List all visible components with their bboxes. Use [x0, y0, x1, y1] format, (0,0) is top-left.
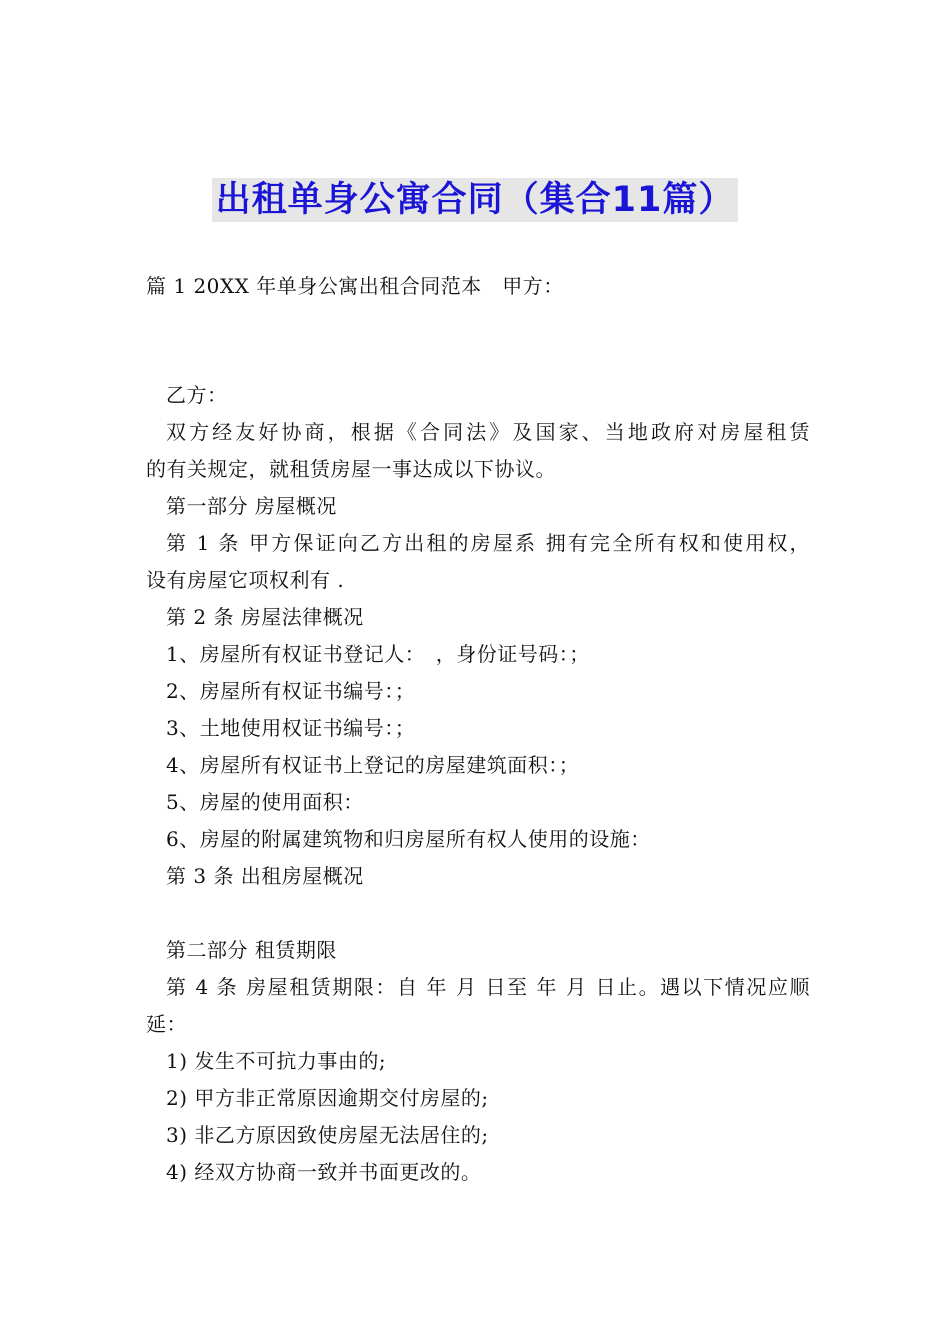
- contract-body: [146, 377, 810, 1191]
- article-4-line-2: 延：: [146, 1012, 187, 1036]
- article-1-line-1: 第 1 条 甲方保证向乙方出租的房屋系 拥有完全所有权和使用权，: [166, 531, 810, 555]
- condition-item: 4) 经双方协商一致并书面更改的。: [166, 1160, 482, 1184]
- intro-line-2: 的有关规定，就租赁房屋一事达成以下协议。: [146, 457, 556, 481]
- party-b-line: 乙方：: [166, 383, 228, 407]
- section-heading-line: 篇 1 20XX 年单身公寓出租合同范本 甲方：: [146, 274, 564, 298]
- condition-item: 1) 发生不可抗力事由的;: [166, 1049, 387, 1073]
- part-one-heading: 第一部分 房屋概况: [166, 494, 337, 518]
- condition-item: 3) 非乙方原因致使房屋无法居住的;: [166, 1123, 489, 1147]
- intro-line-1: 双方经友好协商，根据《合同法》及国家、当地政府对房屋租赁: [166, 420, 810, 444]
- list-item: 6、房屋的附属建筑物和归房屋所有权人使用的设施：: [166, 827, 651, 851]
- part-two-heading: 第二部分 租赁期限: [166, 938, 337, 962]
- article-2-heading: 第 2 条 房屋法律概况: [166, 605, 364, 629]
- article-3-heading: 第 3 条 出租房屋概况: [166, 864, 364, 888]
- list-item: 2、房屋所有权证书编号：；: [166, 679, 416, 703]
- heading-block: [146, 268, 810, 305]
- article-4-line-1: 第 4 条 房屋租赁期限：自 年 月 日至 年 月 日止。遇以下情况应顺: [166, 975, 810, 999]
- condition-item: 2) 甲方非正常原因逾期交付房屋的;: [166, 1086, 489, 1110]
- list-item: 1、房屋所有权证书登记人： ，身份证号码：；: [166, 642, 590, 666]
- list-item: 3、土地使用权证书编号：；: [166, 716, 416, 740]
- list-item: 4、房屋所有权证书上登记的房屋建筑面积：；: [166, 753, 580, 777]
- article-1-line-2: 设有房屋它项权利有 .: [146, 568, 345, 592]
- title-container: [0, 178, 950, 222]
- document-title: 出租单身公寓合同（集合11篇）: [212, 178, 739, 222]
- list-item: 5、房屋的使用面积：: [166, 790, 364, 814]
- blank-line: [146, 895, 810, 932]
